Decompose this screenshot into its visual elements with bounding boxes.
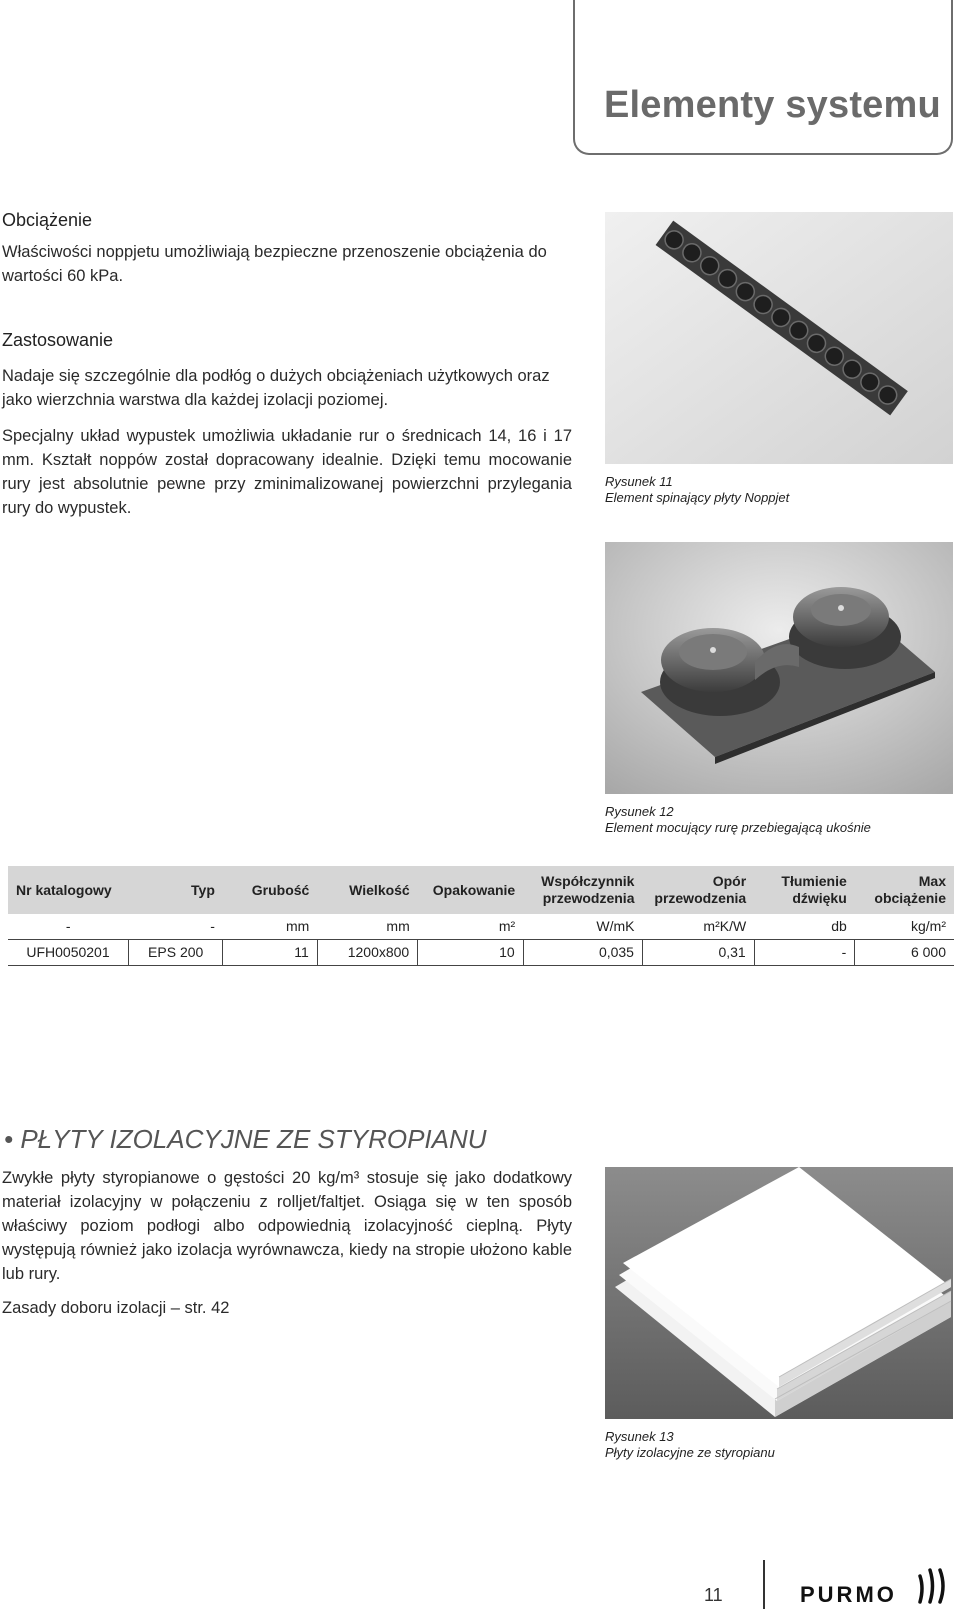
unit-cell: W/mK	[523, 914, 642, 940]
unit-cell: mm	[317, 914, 417, 940]
application-heading: Zastosowanie	[2, 330, 114, 350]
styrofoam-text: Zwykłe płyty styropianowe o gęstości 20 kg/m³ stosuje się jako dodatkowy materiał izolacyjny w połączeniu z rolljet/faltjet. Osiąga się w ten sposób właściwy poziom podłogi albo odpowiednią izolacyjność cieplną. Płyty występują również jako izolacja wyrównawcza, kiedy na stropie ułożono kable lub rury.	[2, 1169, 572, 1283]
col-header-thickness: Grubość	[223, 866, 317, 914]
spec-table	[8, 866, 954, 966]
table-header-row	[8, 866, 954, 914]
figure-11-text: Element spinający płyty Noppjet	[605, 490, 790, 505]
figure-12-image	[605, 542, 953, 794]
figure-12-caption	[605, 804, 953, 836]
col-header-size: Wielkość	[317, 866, 417, 914]
styrofoam-boards-illustration	[605, 1167, 953, 1419]
col-header-conductivity: Współczynnik przewodzenia	[523, 866, 642, 914]
unit-cell: mm	[223, 914, 317, 940]
header-frame	[573, 0, 953, 155]
unit-cell: kg/m²	[855, 914, 954, 940]
figure-12-number: Rysunek 12	[605, 804, 674, 819]
unit-cell: -	[8, 914, 128, 940]
col-header-type: Typ	[128, 866, 222, 914]
application-text	[2, 364, 572, 532]
styrofoam-title-text: PŁYTY IZOLACYJNE ZE STYROPIANU	[20, 1124, 487, 1154]
noppjet-connector-illustration	[605, 212, 953, 464]
unit-cell: m²	[418, 914, 523, 940]
table-units-row	[8, 914, 954, 940]
col-header-max-load: Max obciążenie	[855, 866, 954, 914]
figure-11-number: Rysunek 11	[605, 474, 673, 489]
col-header-resistance: Opór przewodzenia	[642, 866, 754, 914]
col-header-package: Opakowanie	[418, 866, 523, 914]
purmo-logo-icon	[800, 1568, 956, 1608]
figure-13-image	[605, 1167, 953, 1419]
table-cell: 0,035	[523, 940, 642, 966]
figure-11-image	[605, 212, 953, 464]
col-header-sound: Tłumienie dźwięku	[754, 866, 855, 914]
purmo-logo	[800, 1568, 956, 1613]
unit-cell: m²K/W	[642, 914, 754, 940]
load-text: Właściwości noppjetu umożliwiają bezpieczne przenoszenie obciążenia do wartości 60 kPa.	[2, 243, 547, 285]
table-cell: 11	[223, 940, 317, 966]
figure-13-number: Rysunek 13	[605, 1429, 674, 1444]
pipe-clip-element-illustration	[605, 542, 953, 794]
table-row	[8, 940, 954, 966]
unit-cell: db	[754, 914, 855, 940]
table-cell: 6 000	[855, 940, 954, 966]
figure-12-text: Element mocujący rurę przebiegającą ukośnie	[605, 820, 871, 835]
application-paragraph-1: Nadaje się szczególnie dla podłóg o dużych obciążeniach użytkowych oraz jako wierzchnia warstwa dla każdej izolacji poziomej.	[2, 367, 550, 409]
page-title: Elementy systemu	[604, 84, 941, 126]
svg-text:PURMO: PURMO	[800, 1582, 897, 1607]
footer-divider	[763, 1560, 765, 1609]
page-number: 11	[704, 1585, 723, 1605]
application-paragraph-2: Specjalny układ wypustek umożliwia układanie rur o średnicach 14, 16 i 17 mm. Kształt noppów został dopracowany idealnie. Dzięki temu mocowanie rury jest absolutnie pewne przy zminimalizowanej powierzchni przylegania rury do wypustek.	[2, 427, 572, 517]
styrofoam-reference: Zasady doboru izolacji – str. 42	[2, 1299, 230, 1317]
styrofoam-section-title	[4, 1124, 487, 1155]
figure-13-text: Płyty izolacyjne ze styropianu	[605, 1445, 775, 1460]
load-heading: Obciążenie	[2, 210, 93, 230]
unit-cell: -	[128, 914, 222, 940]
bullet-icon: •	[4, 1124, 14, 1154]
table-cell: EPS 200	[128, 940, 222, 966]
table-cell: 1200x800	[317, 940, 417, 966]
table-cell: -	[754, 940, 855, 966]
col-header-catalog: Nr katalogowy	[8, 866, 128, 914]
table-cell: 0,31	[642, 940, 754, 966]
table-cell: UFH0050201	[8, 940, 128, 966]
figure-13-caption	[605, 1429, 953, 1461]
figure-11-caption	[605, 474, 953, 506]
table-cell: 10	[418, 940, 523, 966]
